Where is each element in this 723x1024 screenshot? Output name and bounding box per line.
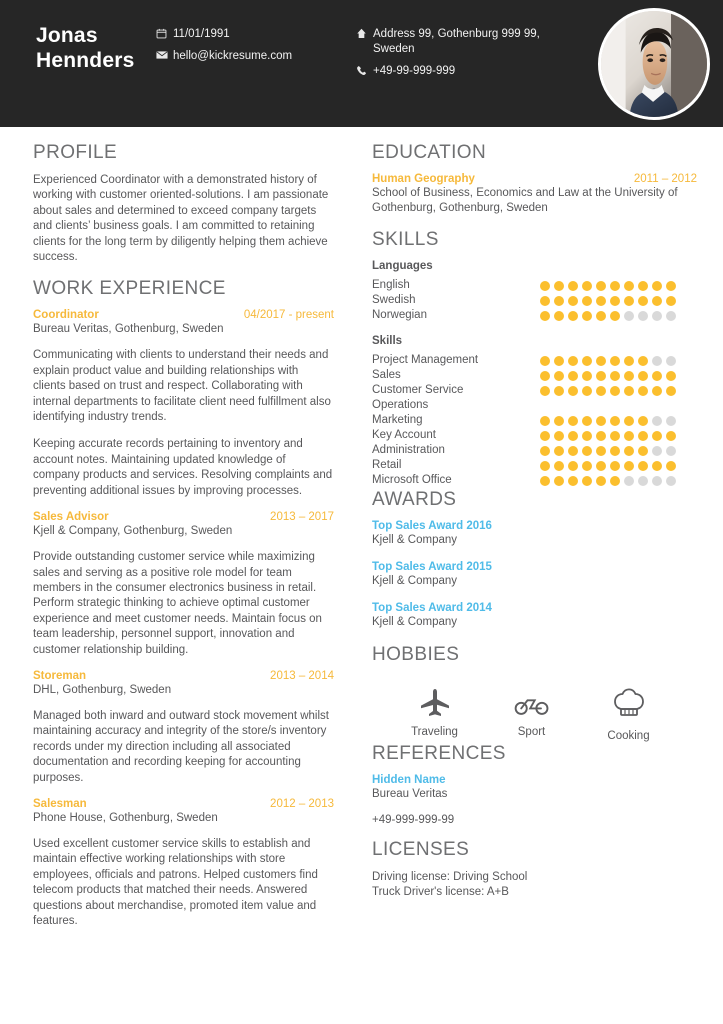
rating-dot [638, 431, 648, 441]
award-subtitle: Kjell & Company [372, 575, 458, 587]
skill-row [372, 383, 697, 398]
chef-hat-icon [580, 684, 677, 722]
skill-rating-dots [540, 296, 676, 306]
hobby-label: Traveling [411, 726, 458, 738]
rating-dot [666, 296, 676, 306]
hobby-item [580, 684, 677, 742]
skill-label: Swedish [372, 294, 416, 306]
candidate-last-name: Hennders [36, 49, 135, 72]
hobby-label: Cooking [607, 730, 650, 742]
rating-dot [554, 371, 564, 381]
rating-dot [638, 461, 648, 471]
section-heading-references: REFERENCES [372, 743, 506, 764]
rating-dot [554, 476, 564, 486]
rating-dot [624, 476, 634, 486]
rating-dot [540, 461, 550, 471]
skill-row [372, 278, 697, 293]
rating-dot [540, 431, 550, 441]
reference-company: Bureau Veritas [372, 788, 448, 800]
rating-dot [624, 356, 634, 366]
rating-dot [540, 446, 550, 456]
rating-dot [554, 431, 564, 441]
skill-label: Key Account [372, 429, 436, 441]
left-column [0, 141, 360, 941]
hobby-item [386, 684, 483, 742]
rating-dot [610, 356, 620, 366]
work-entry-subtitle: Phone House, Gothenburg, Sweden [33, 811, 218, 824]
rating-dot [666, 371, 676, 381]
section-heading-work-experience: WORK EXPERIENCE [33, 278, 226, 300]
award-subtitle: Kjell & Company [372, 534, 458, 546]
rating-dot [596, 296, 606, 306]
calendar-icon [156, 27, 173, 39]
reference-phone: +49-999-999-99 [372, 814, 455, 826]
rating-dot [596, 431, 606, 441]
rating-dot [596, 371, 606, 381]
work-entry-title: Coordinator [33, 309, 99, 322]
rating-dot [666, 311, 676, 321]
rating-dot [652, 416, 662, 426]
rating-dot [582, 311, 592, 321]
rating-dot [540, 476, 550, 486]
rating-dot [554, 296, 564, 306]
rating-dot [638, 356, 648, 366]
rating-dot [610, 281, 620, 291]
reference-name: Hidden Name [372, 774, 446, 786]
rating-dot [596, 356, 606, 366]
education-list [372, 173, 697, 216]
skill-label: Customer Service [372, 384, 464, 396]
work-entry-body [33, 550, 334, 658]
work-entry-subtitle: DHL, Gothenburg, Sweden [33, 683, 172, 696]
rating-dot [554, 416, 564, 426]
skill-table [372, 353, 697, 488]
skill-row [372, 308, 697, 323]
award-entry [372, 561, 697, 589]
rating-dot [666, 281, 676, 291]
header-phone-row[interactable] [356, 64, 556, 79]
work-entry-title: Sales Advisor [33, 511, 109, 524]
rating-dot [540, 386, 550, 396]
rating-dot [540, 371, 550, 381]
candidate-name [36, 23, 156, 73]
header-email-text: hello@kickresume.com [173, 50, 293, 62]
hobby-label: Sport [517, 726, 546, 738]
reference-entry [372, 774, 697, 826]
rating-dot [624, 446, 634, 456]
rating-dot [624, 311, 634, 321]
rating-dot [624, 371, 634, 381]
header-email-row[interactable] [156, 49, 356, 64]
rating-dot [638, 416, 648, 426]
skill-row [372, 443, 697, 458]
skill-label: Administration [372, 444, 445, 456]
skill-group [372, 335, 697, 488]
skill-rating-dots [540, 386, 676, 396]
rating-dot [596, 461, 606, 471]
rating-dot [666, 386, 676, 396]
rating-dot [582, 296, 592, 306]
rating-dot [638, 296, 648, 306]
header-address-row [356, 27, 556, 57]
work-entry-date: 2013 – 2017 [270, 511, 334, 524]
rating-dot [568, 296, 578, 306]
licenses-list [372, 870, 697, 900]
license-line: Driving license: Driving School [372, 871, 528, 883]
license-line: Truck Driver's license: A+B [372, 886, 509, 898]
rating-dot [568, 431, 578, 441]
header-contact-column-1 [156, 27, 356, 71]
section-heading-profile: PROFILE [33, 142, 118, 163]
work-entry-subtitle: Bureau Veritas, Gothenburg, Sweden [33, 323, 224, 336]
rating-dot [652, 461, 662, 471]
profile-text: Experienced Coordinator with a demonstrated history of working with customer oriented-solutions. I am passionate about sales and determined to exceed company targets and clients’ business goals. I am committed to retaining clients for the long term by diligently helping them achieve success. [33, 174, 329, 264]
work-entry-header [33, 798, 334, 810]
rating-dot [596, 476, 606, 486]
header-birthdate-text: 11/01/1991 [173, 28, 230, 40]
rating-dot [638, 476, 648, 486]
award-title: Top Sales Award 2014 [372, 602, 492, 614]
skill-rating-dots [540, 476, 676, 486]
award-title: Top Sales Award 2015 [372, 561, 492, 573]
rating-dot [638, 371, 648, 381]
education-entry-date: 2011 – 2012 [633, 173, 697, 185]
work-entry-header [33, 511, 334, 523]
right-column [360, 141, 723, 941]
rating-dot [624, 461, 634, 471]
work-entry-subtitle: Kjell & Company, Gothenburg, Sweden [33, 525, 233, 538]
rating-dot [624, 296, 634, 306]
skill-label: Project Management [372, 354, 479, 366]
envelope-icon [156, 49, 173, 60]
skill-rating-dots [540, 461, 676, 471]
rating-dot [666, 356, 676, 366]
rating-dot [638, 311, 648, 321]
rating-dot [582, 386, 592, 396]
rating-dot [540, 416, 550, 426]
work-experience-entry [33, 511, 334, 658]
work-entry-body [33, 837, 334, 929]
rating-dot [568, 356, 578, 366]
rating-dot [540, 296, 550, 306]
work-entry-paragraph: Keeping accurate records pertaining to inventory and account notes. Maintaining updated knowledge of company products and services. Resolving complaints and preventing additional issues by improving processes. [33, 438, 333, 497]
work-entry-title: Salesman [33, 797, 87, 810]
rating-dot [624, 386, 634, 396]
rating-dot [624, 431, 634, 441]
rating-dot [652, 446, 662, 456]
skill-group [372, 260, 697, 323]
rating-dot [666, 416, 676, 426]
skill-label: Operations [372, 399, 429, 411]
rating-dot [540, 311, 550, 321]
work-entry-date: 2013 – 2014 [270, 669, 334, 682]
rating-dot [582, 371, 592, 381]
avatar [598, 8, 710, 120]
phone-icon [356, 64, 373, 76]
rating-dot [596, 416, 606, 426]
skill-label: Retail [372, 459, 402, 471]
rating-dot [652, 356, 662, 366]
skill-table [372, 278, 697, 323]
rating-dot [568, 281, 578, 291]
section-heading-skills: SKILLS [372, 229, 439, 250]
rating-dot [582, 356, 592, 366]
work-entry-header [33, 670, 334, 682]
rating-dot [554, 281, 564, 291]
work-entry-paragraph: Provide outstanding customer service while maximizing sales and serving as a positive role model for team members in the consumer electronics business in retail. Perform strategic thinking to achieve optimal customer experience and meet customer needs. Maintain focus on team leadership, personnel support, innovation and customer relationship building. [33, 551, 322, 656]
skill-row [372, 473, 697, 488]
skill-group-title: Languages [372, 260, 433, 272]
rating-dot [652, 476, 662, 486]
skill-label: Microsoft Office [372, 474, 452, 486]
home-icon [356, 27, 373, 39]
skill-rating-dots [540, 281, 676, 291]
work-entry-body [33, 709, 334, 786]
rating-dot [638, 386, 648, 396]
rating-dot [638, 446, 648, 456]
skill-row [372, 413, 697, 428]
education-entry-subtitle: School of Business, Economics and Law at the University of Gothenburg, Gothenburg, Sweden [372, 187, 678, 214]
rating-dot [554, 386, 564, 396]
award-subtitle: Kjell & Company [372, 616, 458, 628]
rating-dot [582, 461, 592, 471]
rating-dot [652, 371, 662, 381]
rating-dot [568, 416, 578, 426]
candidate-first-name: Jonas [36, 24, 98, 47]
rating-dot [568, 476, 578, 486]
skill-row [372, 353, 697, 368]
skill-label: Marketing [372, 414, 423, 426]
rating-dot [652, 281, 662, 291]
header-address-text: Address 99, Gothenburg 999 99, Sweden [373, 28, 540, 55]
header-contact-column-2 [356, 27, 556, 86]
rating-dot [582, 281, 592, 291]
skill-row [372, 293, 697, 308]
resume-body [0, 127, 723, 941]
rating-dot [638, 281, 648, 291]
header-birthdate-row [156, 27, 356, 42]
rating-dot [610, 311, 620, 321]
avatar-photo [601, 11, 707, 117]
rating-dot [652, 296, 662, 306]
skill-rating-dots [540, 356, 676, 366]
rating-dot [582, 476, 592, 486]
rating-dot [554, 461, 564, 471]
work-experience-entry [33, 309, 334, 499]
rating-dot [610, 386, 620, 396]
work-entry-paragraph: Managed both inward and outward stock movement whilst maintaining accuracy and integrity of the store/s inventory records under my direction including all associated documentation and recording keeping for accounting purposes. [33, 709, 329, 784]
skill-rating-dots [540, 446, 676, 456]
rating-dot [596, 311, 606, 321]
rating-dot [582, 431, 592, 441]
skill-row [372, 428, 697, 443]
rating-dot [596, 386, 606, 396]
rating-dot [666, 476, 676, 486]
rating-dot [666, 431, 676, 441]
skills-list [372, 260, 697, 488]
rating-dot [624, 416, 634, 426]
resume-header [0, 0, 723, 127]
cyclist-icon [483, 684, 580, 722]
skill-label: Norwegian [372, 309, 427, 321]
work-experience-entry [33, 798, 334, 929]
education-entry-title: Human Geography [372, 173, 475, 185]
rating-dot [568, 386, 578, 396]
work-entry-body [33, 348, 334, 499]
award-entry [372, 520, 697, 548]
work-entry-date: 04/2017 - present [243, 309, 334, 322]
rating-dot [554, 446, 564, 456]
skill-rating-dots [540, 371, 676, 381]
skill-rating-dots [540, 431, 676, 441]
rating-dot [582, 416, 592, 426]
rating-dot [652, 431, 662, 441]
rating-dot [652, 311, 662, 321]
rating-dot [596, 281, 606, 291]
skill-rating-dots [540, 311, 676, 321]
education-entry-header [372, 173, 697, 185]
rating-dot [624, 281, 634, 291]
work-entry-header [33, 309, 334, 321]
rating-dot [554, 356, 564, 366]
rating-dot [610, 461, 620, 471]
rating-dot [610, 431, 620, 441]
rating-dot [540, 356, 550, 366]
rating-dot [540, 281, 550, 291]
awards-list [372, 520, 697, 630]
skill-row [372, 368, 697, 383]
education-entry [372, 173, 697, 216]
rating-dot [610, 296, 620, 306]
skill-label: Sales [372, 369, 401, 381]
work-entry-paragraph: Used excellent customer service skills to establish and maintain effective working relationships with store employees, officials and patrons. Helped customers find telecom products that matched their needs. Answered questions about merchandise, promoted item value and features. [33, 837, 318, 927]
rating-dot [610, 371, 620, 381]
hobbies-list [372, 675, 697, 742]
rating-dot [568, 311, 578, 321]
rating-dot [610, 416, 620, 426]
rating-dot [596, 446, 606, 456]
section-heading-licenses: LICENSES [372, 839, 470, 860]
skill-group-title: Skills [372, 335, 403, 347]
award-title: Top Sales Award 2016 [372, 520, 492, 532]
rating-dot [568, 461, 578, 471]
airplane-icon [386, 684, 483, 722]
work-entry-paragraph: Communicating with clients to understand their needs and explain product value and building relationships with clients based on trust and respect. Collaborating with internal departments to facilitate client need fulfillment also identifying industry trends. [33, 349, 331, 424]
rating-dot [666, 446, 676, 456]
rating-dot [666, 461, 676, 471]
skill-label: English [372, 279, 410, 291]
rating-dot [568, 446, 578, 456]
rating-dot [568, 371, 578, 381]
skill-rating-dots [540, 416, 676, 426]
rating-dot [610, 476, 620, 486]
award-entry [372, 602, 697, 630]
section-heading-hobbies: HOBBIES [372, 644, 460, 665]
work-entry-title: Storeman [33, 669, 87, 682]
rating-dot [610, 446, 620, 456]
hobby-item [483, 684, 580, 742]
work-experience-entry [33, 670, 334, 786]
header-phone-text: +49-99-999-999 [373, 65, 456, 77]
rating-dot [652, 386, 662, 396]
rating-dot [554, 311, 564, 321]
section-heading-awards: AWARDS [372, 489, 457, 510]
work-experience-list [33, 309, 334, 929]
rating-dot [582, 446, 592, 456]
skill-row [372, 398, 697, 413]
section-heading-education: EDUCATION [372, 142, 487, 163]
work-entry-date: 2012 – 2013 [270, 797, 334, 810]
skill-row [372, 458, 697, 473]
